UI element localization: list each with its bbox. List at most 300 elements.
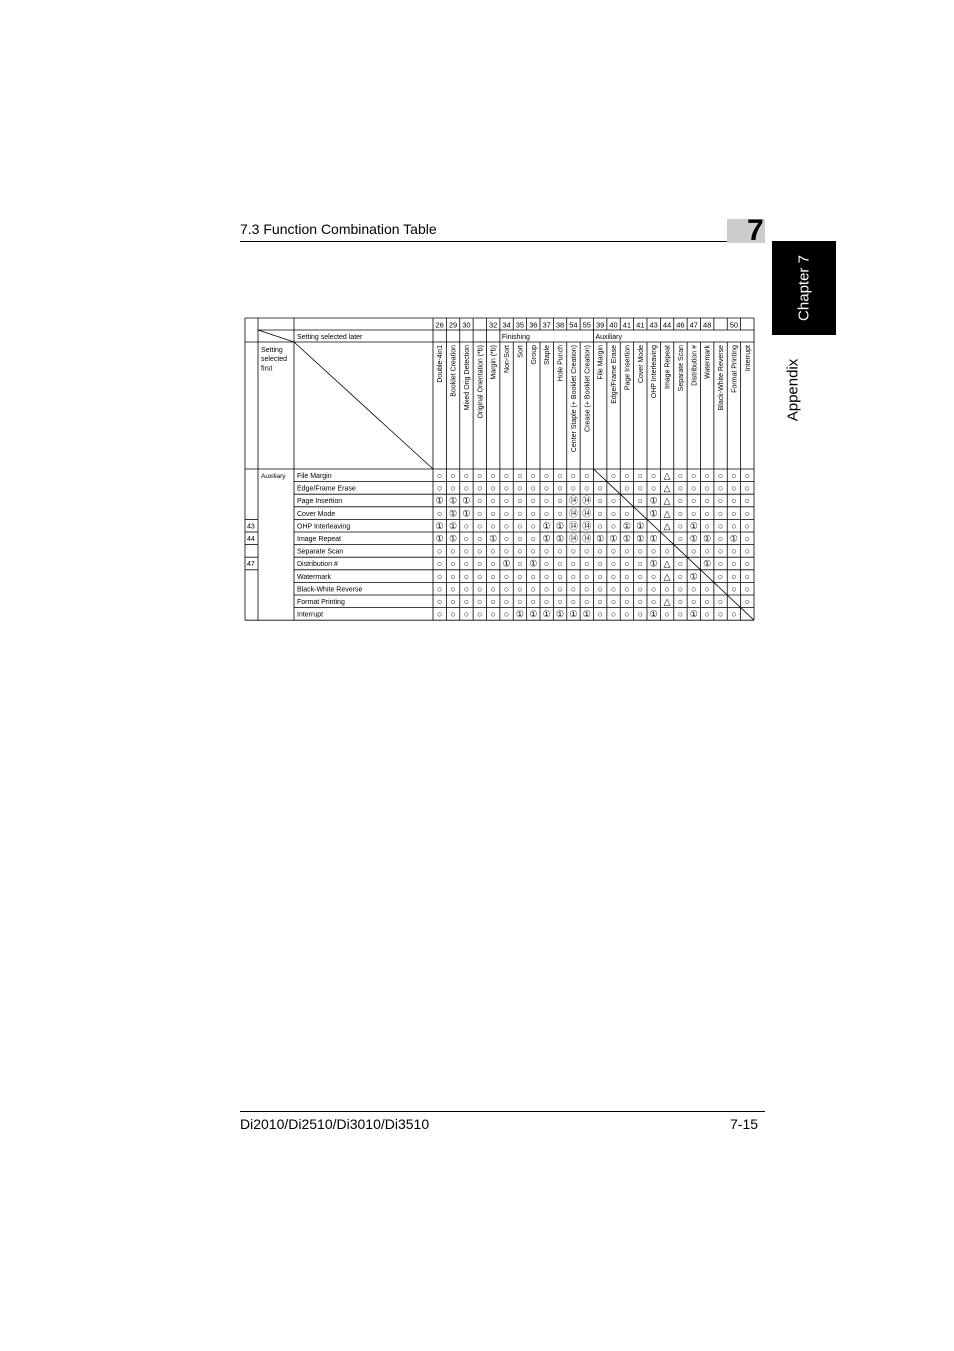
footer-models: Di2010/Di2510/Di3010/Di3510 <box>240 1116 430 1132</box>
row-label: Format Printing <box>297 599 345 606</box>
cell-symbol: ① <box>435 495 444 506</box>
cell-symbol: ○ <box>450 483 456 494</box>
cell-symbol: ○ <box>517 470 523 481</box>
cell-symbol: ○ <box>744 470 751 481</box>
cell-symbol: ○ <box>477 495 483 506</box>
cell-symbol: ○ <box>731 470 737 481</box>
column-number: 26 <box>435 320 444 330</box>
cell-symbol: ○ <box>463 571 470 582</box>
cell-symbol: ○ <box>584 470 590 481</box>
cell-symbol: ○ <box>704 609 710 620</box>
column-group-label: Auxiliary <box>595 334 622 341</box>
cell-symbol: △ <box>663 495 671 506</box>
cell-symbol: ○ <box>477 533 483 544</box>
cell-symbol: ○ <box>677 495 684 506</box>
column-number: 55 <box>582 320 591 330</box>
cell-symbol: ○ <box>597 583 603 594</box>
cell-symbol: ○ <box>677 596 684 607</box>
column-number: 43 <box>649 320 658 330</box>
cell-symbol: ○ <box>477 546 483 557</box>
cell-symbol: ○ <box>530 520 537 531</box>
cell-symbol: ○ <box>610 609 617 620</box>
cell-symbol: ○ <box>664 609 670 620</box>
cell-symbol: ○ <box>624 571 630 582</box>
cell-symbol: ○ <box>610 583 617 594</box>
cell-symbol: ○ <box>744 483 751 494</box>
cell-symbol: ○ <box>744 508 751 519</box>
cell-symbol: ○ <box>570 558 577 569</box>
cell-symbol: ○ <box>691 508 697 519</box>
cell-symbol: ○ <box>717 596 724 607</box>
cell-symbol: ○ <box>584 483 590 494</box>
cell-symbol: ○ <box>691 596 697 607</box>
cell-symbol: △ <box>663 596 671 607</box>
cell-symbol: ○ <box>610 520 617 531</box>
cell-symbol: ○ <box>436 583 443 594</box>
cell-symbol: ○ <box>677 470 684 481</box>
cell-symbol: ○ <box>717 533 724 544</box>
cell-symbol: ○ <box>463 596 470 607</box>
row-label: Edge/Frame Erase <box>297 485 356 493</box>
cell-symbol: ○ <box>677 571 684 582</box>
cell-diagonal <box>727 595 740 608</box>
cell-symbol: ○ <box>530 533 537 544</box>
cell-symbol: ○ <box>570 470 577 481</box>
cell-diagonal <box>594 469 607 482</box>
cell-symbol: △ <box>663 571 671 582</box>
cell-symbol: ○ <box>744 583 751 594</box>
cell-symbol: ⑭ <box>568 520 578 531</box>
cell-symbol: ○ <box>450 571 456 582</box>
column-number: 46 <box>676 320 685 330</box>
cell-symbol: ○ <box>463 483 470 494</box>
cell-symbol: ○ <box>717 571 724 582</box>
cell-symbol: ○ <box>477 470 483 481</box>
cell-symbol: ○ <box>677 520 684 531</box>
cell-symbol: ○ <box>436 571 443 582</box>
row-label: Separate Scan <box>297 548 344 556</box>
page-number: 7-15 <box>730 1116 759 1132</box>
cell-symbol: ○ <box>624 609 630 620</box>
cell-symbol: ① <box>556 533 565 544</box>
cell-symbol: ① <box>529 609 538 620</box>
column-number: 29 <box>448 320 458 330</box>
cell-symbol: ○ <box>477 571 483 582</box>
cell-symbol: ○ <box>704 583 710 594</box>
cell-symbol: ○ <box>704 495 710 506</box>
cell-symbol: ○ <box>503 583 510 594</box>
cell-symbol: ○ <box>490 571 496 582</box>
cell-symbol: ○ <box>650 583 657 594</box>
cell-symbol: ○ <box>704 508 710 519</box>
cell-symbol: ○ <box>517 583 523 594</box>
cell-symbol: ⑭ <box>582 533 592 544</box>
cell-symbol: ① <box>542 520 551 531</box>
column-header: Booklet Creation <box>450 345 458 397</box>
column-header: Margin (*b) <box>490 345 498 380</box>
row-label: Watermark <box>297 573 331 581</box>
cell-symbol: ○ <box>557 508 563 519</box>
row-group-label: Auxiliary <box>261 473 286 480</box>
chapter-tab-label: Chapter 7 <box>795 255 813 321</box>
cell-symbol: ⑭ <box>568 495 578 506</box>
cell-symbol: ○ <box>691 495 697 506</box>
column-header: Black-White Reverse <box>718 345 726 411</box>
cell-symbol: ○ <box>490 470 496 481</box>
column-header: Crease (+ Booklet Creation) <box>584 345 592 432</box>
cell-symbol: ○ <box>450 470 456 481</box>
cell-symbol: ○ <box>744 533 751 544</box>
cell-symbol: ○ <box>436 470 443 481</box>
cell-symbol: ○ <box>717 508 724 519</box>
cell-symbol: △ <box>663 508 671 519</box>
cell-symbol: ○ <box>637 546 644 557</box>
cell-diagonal <box>674 545 687 558</box>
cell-symbol: ○ <box>731 583 737 594</box>
cell-symbol: ○ <box>597 520 603 531</box>
cell-symbol: ○ <box>517 546 523 557</box>
cell-symbol: ○ <box>490 520 496 531</box>
cell-symbol: ① <box>649 533 658 544</box>
column-header: Page Insertion <box>624 345 632 391</box>
cell-symbol: ○ <box>503 571 510 582</box>
row-label: Image Repeat <box>297 536 341 543</box>
cell-symbol: ○ <box>530 470 537 481</box>
column-number: 47 <box>689 320 698 330</box>
cell-symbol: ○ <box>450 558 456 569</box>
cell-symbol: ○ <box>731 520 737 531</box>
cell-symbol: ① <box>529 558 538 569</box>
cell-symbol: ○ <box>704 520 710 531</box>
cell-symbol: ○ <box>717 520 724 531</box>
cell-diagonal <box>647 519 660 532</box>
cell-symbol: ○ <box>463 583 470 594</box>
cell-symbol: ○ <box>570 596 577 607</box>
cell-symbol: △ <box>663 470 671 481</box>
cell-symbol: ○ <box>677 483 684 494</box>
cell-symbol: ○ <box>477 596 483 607</box>
column-header: Separate Scan <box>677 345 685 392</box>
cell-symbol: ○ <box>570 583 577 594</box>
cell-symbol: ○ <box>597 596 603 607</box>
cell-symbol: ○ <box>503 596 510 607</box>
cell-symbol: ○ <box>557 558 563 569</box>
cell-symbol: ① <box>622 520 631 531</box>
cell-symbol: ① <box>502 558 511 569</box>
cell-symbol: ○ <box>704 470 710 481</box>
cell-symbol: ① <box>542 533 551 544</box>
cell-symbol: ○ <box>610 470 617 481</box>
column-number: 40 <box>609 320 618 330</box>
cell-symbol: ① <box>689 609 698 620</box>
column-number: 34 <box>502 320 511 330</box>
cell-symbol: ○ <box>717 470 724 481</box>
cell-symbol: ○ <box>597 558 603 569</box>
cell-symbol: ○ <box>490 495 496 506</box>
cell-symbol: ① <box>449 520 458 531</box>
cell-symbol: ○ <box>557 596 563 607</box>
cell-symbol: ○ <box>530 508 537 519</box>
cell-symbol: ① <box>689 533 698 544</box>
cell-symbol: ○ <box>543 470 550 481</box>
cell-symbol: ○ <box>530 483 537 494</box>
cell-symbol: ○ <box>490 596 496 607</box>
cell-symbol: ○ <box>597 571 603 582</box>
cell-symbol: ○ <box>436 483 443 494</box>
cell-symbol: ○ <box>503 508 510 519</box>
cell-symbol: ○ <box>610 546 617 557</box>
cell-symbol: ○ <box>691 583 697 594</box>
setting-selected-first-label: first <box>261 365 273 373</box>
cell-diagonal <box>620 494 633 507</box>
cell-symbol: ① <box>689 571 698 582</box>
cell-symbol: ○ <box>570 546 577 557</box>
cell-symbol: ○ <box>677 583 684 594</box>
cell-symbol: ○ <box>557 470 563 481</box>
cell-symbol: ○ <box>744 546 751 557</box>
cell-symbol: ○ <box>543 558 550 569</box>
cell-symbol: ○ <box>530 583 537 594</box>
column-number: 48 <box>703 320 712 330</box>
cell-symbol: ○ <box>436 508 443 519</box>
cell-symbol: ① <box>569 609 578 620</box>
cell-symbol: ○ <box>624 596 630 607</box>
column-number: 30 <box>462 320 471 330</box>
row-label: Cover Mode <box>297 510 336 518</box>
cell-symbol: ① <box>636 520 645 531</box>
cell-symbol: ⑭ <box>568 508 578 519</box>
column-header: Mixed Orig Detection <box>463 345 471 411</box>
cell-symbol: ○ <box>450 609 456 620</box>
cell-symbol: ① <box>462 508 471 519</box>
cell-symbol: ○ <box>543 483 550 494</box>
cell-symbol: ① <box>703 533 712 544</box>
setting-selected-later-label: Setting selected later <box>297 334 363 341</box>
cell-symbol: ○ <box>597 546 603 557</box>
cell-symbol: ① <box>556 609 565 620</box>
cell-symbol: ○ <box>744 571 751 582</box>
cell-symbol: ○ <box>637 596 644 607</box>
cell-symbol: ○ <box>637 495 644 506</box>
cell-symbol: ① <box>609 533 618 544</box>
cell-symbol: ○ <box>624 558 630 569</box>
cell-symbol: ○ <box>543 596 550 607</box>
column-number: 54 <box>569 320 578 330</box>
cell-symbol: ○ <box>530 546 537 557</box>
column-header: Cover Mode <box>637 345 645 384</box>
cell-symbol: ○ <box>570 571 577 582</box>
column-number: 39 <box>596 320 605 330</box>
cell-symbol: ○ <box>436 609 443 620</box>
cell-symbol: ○ <box>463 470 470 481</box>
cell-symbol: ○ <box>731 495 737 506</box>
cell-symbol: ○ <box>624 546 630 557</box>
header-diagonal <box>294 342 433 469</box>
cell-symbol: ○ <box>731 558 737 569</box>
cell-symbol: ① <box>449 533 458 544</box>
cell-symbol: ○ <box>597 508 603 519</box>
cell-symbol: ○ <box>503 609 510 620</box>
column-number: 37 <box>542 320 551 330</box>
cell-symbol: ○ <box>450 583 456 594</box>
cell-symbol: ○ <box>477 520 483 531</box>
cell-symbol: ○ <box>691 483 697 494</box>
cell-symbol: △ <box>663 520 671 531</box>
footer-rule <box>240 1111 765 1112</box>
cell-symbol: △ <box>663 483 671 494</box>
cell-symbol: ○ <box>503 495 510 506</box>
cell-symbol: ○ <box>717 483 724 494</box>
cell-symbol: ① <box>703 558 712 569</box>
cell-symbol: ○ <box>624 508 630 519</box>
cell-symbol: ○ <box>584 596 590 607</box>
cell-symbol: ○ <box>610 495 617 506</box>
cell-symbol: ○ <box>637 609 644 620</box>
cell-symbol: ○ <box>584 546 590 557</box>
cell-diagonal <box>660 532 673 545</box>
cell-symbol: ○ <box>543 508 550 519</box>
cell-symbol: ① <box>689 520 698 531</box>
row-number: 47 <box>247 561 255 569</box>
cell-symbol: ○ <box>477 609 483 620</box>
column-header: OHP Interleaving <box>651 345 659 399</box>
column-header: Interrupt <box>744 345 752 372</box>
cell-symbol: ○ <box>744 520 751 531</box>
cell-symbol: ○ <box>677 558 684 569</box>
cell-diagonal <box>701 570 714 583</box>
cell-symbol: ○ <box>610 571 617 582</box>
cell-symbol: ○ <box>517 571 523 582</box>
cell-diagonal <box>741 608 754 621</box>
column-header: Watermark <box>704 345 712 379</box>
column-header: Format Printing <box>731 345 739 393</box>
cell-symbol: ○ <box>610 558 617 569</box>
cell-symbol: ○ <box>503 546 510 557</box>
cell-symbol: ○ <box>543 546 550 557</box>
cell-symbol: ○ <box>650 470 657 481</box>
cell-symbol: ① <box>515 609 524 620</box>
cell-symbol: ○ <box>477 583 483 594</box>
cell-symbol: ○ <box>503 533 510 544</box>
cell-symbol: ○ <box>436 546 443 557</box>
cell-symbol: ○ <box>610 596 617 607</box>
setting-selected-first-label: selected <box>261 356 288 364</box>
cell-symbol: ① <box>596 533 605 544</box>
cell-symbol: ○ <box>530 571 537 582</box>
row-label: Page Insertion <box>297 498 343 506</box>
cell-symbol: ① <box>649 558 658 569</box>
setting-selected-first-label: Setting <box>261 347 283 354</box>
row-number: 44 <box>247 536 255 543</box>
cell-symbol: ○ <box>503 470 510 481</box>
cell-symbol: ○ <box>650 546 657 557</box>
cell-diagonal <box>714 582 727 595</box>
column-header: Image Repeat <box>664 345 672 389</box>
row-label: Black-White Reverse <box>297 586 363 594</box>
cell-symbol: ○ <box>650 571 657 582</box>
cell-symbol: ① <box>622 533 631 544</box>
cell-symbol: ○ <box>543 583 550 594</box>
cell-symbol: ○ <box>477 508 483 519</box>
cell-symbol: ⑭ <box>582 508 592 519</box>
column-header: Double-4in1 <box>437 345 445 383</box>
cell-diagonal <box>607 482 620 495</box>
cell-symbol: ○ <box>584 558 590 569</box>
cell-symbol: ○ <box>557 546 563 557</box>
cell-symbol: ○ <box>517 483 523 494</box>
chapter-number: 7 <box>747 214 764 247</box>
cell-symbol: ○ <box>717 546 724 557</box>
cell-symbol: ① <box>649 495 658 506</box>
row-label: Distribution # <box>297 561 338 569</box>
column-header: Sort <box>517 345 525 358</box>
cell-symbol: ○ <box>490 583 496 594</box>
cell-symbol: ① <box>556 520 565 531</box>
column-header: Staple <box>544 345 552 365</box>
column-header: Center Staple (+ Booklet Creation) <box>570 345 578 453</box>
cell-symbol: ○ <box>691 470 697 481</box>
header-diagonal <box>258 330 294 342</box>
cell-symbol: ① <box>489 533 498 544</box>
cell-symbol: ○ <box>650 483 657 494</box>
cell-symbol: ○ <box>597 483 603 494</box>
cell-symbol: ○ <box>704 483 710 494</box>
cell-symbol: ○ <box>637 483 644 494</box>
column-header: Original Orientation (*b) <box>477 345 485 419</box>
cell-symbol: ○ <box>490 508 496 519</box>
column-group-label: Finishing <box>501 334 530 341</box>
column-number: 35 <box>515 320 525 330</box>
cell-symbol: ① <box>542 609 551 620</box>
cell-symbol: ○ <box>517 495 523 506</box>
cell-symbol: ○ <box>557 495 563 506</box>
cell-symbol: ○ <box>650 596 657 607</box>
cell-symbol: ○ <box>677 609 684 620</box>
cell-symbol: ⑭ <box>582 520 592 531</box>
cell-symbol: ○ <box>717 495 724 506</box>
cell-symbol: ○ <box>624 483 630 494</box>
cell-symbol: ○ <box>610 508 617 519</box>
cell-symbol: ○ <box>677 533 684 544</box>
column-number: 32 <box>489 320 498 330</box>
cell-symbol: ① <box>435 533 444 544</box>
cell-symbol: ○ <box>731 483 737 494</box>
cell-symbol: ○ <box>517 596 523 607</box>
column-header: Hole Punch <box>557 345 565 382</box>
cell-symbol: ○ <box>731 571 737 582</box>
cell-symbol: ○ <box>463 558 470 569</box>
cell-symbol: ○ <box>731 609 737 620</box>
cell-symbol: ○ <box>624 470 630 481</box>
cell-symbol: ○ <box>731 546 737 557</box>
column-header: Distribution # <box>691 345 699 386</box>
cell-symbol: ○ <box>717 558 724 569</box>
row-label: Interrupt <box>297 611 324 619</box>
cell-symbol: ○ <box>463 520 470 531</box>
cell-symbol: ① <box>636 533 645 544</box>
cell-symbol: ① <box>729 533 738 544</box>
column-number: 50 <box>729 320 739 330</box>
cell-symbol: ○ <box>744 558 751 569</box>
cell-symbol: ○ <box>744 596 751 607</box>
cell-symbol: ○ <box>597 495 603 506</box>
cell-symbol: ○ <box>463 546 470 557</box>
cell-symbol: ○ <box>543 495 550 506</box>
cell-symbol: ○ <box>664 546 670 557</box>
cell-symbol: ○ <box>477 483 483 494</box>
cell-symbol: ○ <box>637 583 644 594</box>
appendix-tab-label: Appendix <box>784 358 802 422</box>
